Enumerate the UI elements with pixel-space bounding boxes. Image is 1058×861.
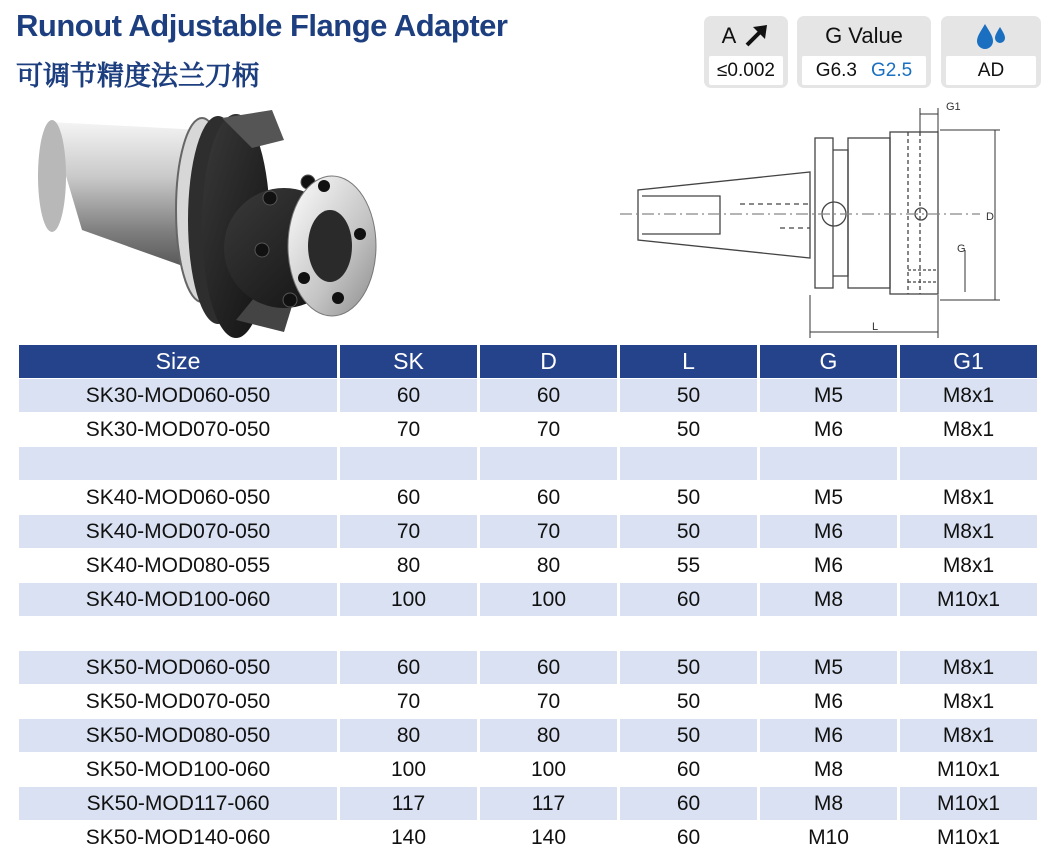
cell-g: M8 <box>760 786 897 820</box>
cell-sk: 100 <box>340 752 477 786</box>
cell-d: 70 <box>480 514 617 548</box>
table-row <box>19 752 1037 786</box>
cell-d: 60 <box>480 378 617 412</box>
table-row <box>19 582 1037 616</box>
cell-size: SK50-MOD070-050 <box>19 684 337 718</box>
drawing-label-g: G <box>957 243 966 255</box>
table-header-row <box>19 345 1037 378</box>
cell-l: 60 <box>620 582 757 616</box>
cell-g1: M8x1 <box>900 412 1037 446</box>
col-header-g1: G1 <box>900 345 1037 378</box>
table-row <box>19 684 1037 718</box>
cell-d: 80 <box>480 718 617 752</box>
table-row <box>19 514 1037 548</box>
cell-d: 60 <box>480 650 617 684</box>
cell-g: M5 <box>760 480 897 514</box>
cell-l: 50 <box>620 412 757 446</box>
cell-g: M6 <box>760 548 897 582</box>
cell-sk: 117 <box>340 786 477 820</box>
cell-l <box>620 616 757 650</box>
g-value-label: G Value <box>825 23 903 48</box>
cell-sk: 80 <box>340 548 477 582</box>
table-row <box>19 412 1037 446</box>
cell-size: SK40-MOD080-055 <box>19 548 337 582</box>
table-row <box>19 548 1037 582</box>
cell-size: SK50-MOD117-060 <box>19 786 337 820</box>
cell-l: 50 <box>620 480 757 514</box>
cell-g: M8 <box>760 752 897 786</box>
cell-size: SK30-MOD060-050 <box>19 378 337 412</box>
cell-sk: 70 <box>340 514 477 548</box>
cell-sk: 140 <box>340 820 477 854</box>
cell-d: 60 <box>480 480 617 514</box>
cell-l: 55 <box>620 548 757 582</box>
cell-d: 80 <box>480 548 617 582</box>
cell-g1: M8x1 <box>900 514 1037 548</box>
cell-d: 100 <box>480 752 617 786</box>
col-header-size: Size <box>19 345 337 378</box>
col-header-d: D <box>480 345 617 378</box>
cell-g <box>760 446 897 480</box>
coolant-value: AD <box>946 56 1036 85</box>
cell-l: 60 <box>620 786 757 820</box>
cell-g: M6 <box>760 412 897 446</box>
runout-label: A <box>721 23 737 48</box>
table-row <box>19 378 1037 412</box>
g-value-values <box>802 56 926 85</box>
cell-g: M6 <box>760 514 897 548</box>
cell-sk: 80 <box>340 718 477 752</box>
cell-sk: 60 <box>340 650 477 684</box>
cell-g: M6 <box>760 684 897 718</box>
table-row <box>19 446 1037 480</box>
g-value-spec-box <box>797 16 931 88</box>
cell-size <box>19 616 337 650</box>
g-value-6-3: G6.3 <box>815 59 857 81</box>
drawing-label-l: L <box>872 321 879 333</box>
cell-g1: M8x1 <box>900 480 1037 514</box>
cell-g: M5 <box>760 378 897 412</box>
cell-g1: M8x1 <box>900 650 1037 684</box>
cell-g1: M10x1 <box>900 820 1037 854</box>
cell-g: M6 <box>760 718 897 752</box>
cell-size: SK30-MOD070-050 <box>19 412 337 446</box>
cell-g1 <box>900 616 1037 650</box>
cell-g1: M8x1 <box>900 684 1037 718</box>
table-row <box>19 480 1037 514</box>
cell-d: 70 <box>480 412 617 446</box>
cell-g1: M8x1 <box>900 718 1037 752</box>
cell-g: M10 <box>760 820 897 854</box>
coolant-drops-icon <box>973 21 1009 51</box>
table-row <box>19 786 1037 820</box>
cell-d <box>480 616 617 650</box>
cell-d: 140 <box>480 820 617 854</box>
cell-g1: M10x1 <box>900 786 1037 820</box>
table-row <box>19 650 1037 684</box>
cell-d: 117 <box>480 786 617 820</box>
cell-sk: 100 <box>340 582 477 616</box>
cell-sk: 70 <box>340 412 477 446</box>
cell-size: SK50-MOD060-050 <box>19 650 337 684</box>
cell-l <box>620 446 757 480</box>
product-photo <box>22 100 384 338</box>
cell-g: M5 <box>760 650 897 684</box>
page-subtitle-chinese: 可调节精度法兰刀柄 <box>16 61 259 92</box>
runout-arrow-icon <box>744 24 770 48</box>
table-row <box>19 718 1037 752</box>
table-row <box>19 616 1037 650</box>
page-title: Runout Adjustable Flange Adapter <box>16 8 508 43</box>
cell-l: 60 <box>620 820 757 854</box>
cell-g1: M10x1 <box>900 582 1037 616</box>
cell-l: 50 <box>620 514 757 548</box>
cell-l: 60 <box>620 752 757 786</box>
g-value-2-5: G2.5 <box>871 59 913 81</box>
cell-l: 50 <box>620 718 757 752</box>
cell-l: 50 <box>620 684 757 718</box>
cell-size: SK50-MOD100-060 <box>19 752 337 786</box>
cell-d <box>480 446 617 480</box>
col-header-g: G <box>760 345 897 378</box>
specifications-table <box>16 345 1040 854</box>
cell-g1: M8x1 <box>900 548 1037 582</box>
cell-sk: 60 <box>340 378 477 412</box>
cell-l: 50 <box>620 378 757 412</box>
col-header-sk: SK <box>340 345 477 378</box>
col-header-l: L <box>620 345 757 378</box>
cell-size: SK50-MOD080-050 <box>19 718 337 752</box>
cell-l: 50 <box>620 650 757 684</box>
cell-d: 100 <box>480 582 617 616</box>
runout-value: ≤0.002 <box>709 56 783 85</box>
cell-g <box>760 616 897 650</box>
cell-sk: 60 <box>340 480 477 514</box>
cell-sk <box>340 616 477 650</box>
cell-sk <box>340 446 477 480</box>
cell-size: SK50-MOD140-060 <box>19 820 337 854</box>
technical-drawing <box>620 100 1010 338</box>
cell-g1 <box>900 446 1037 480</box>
cell-size: SK40-MOD070-050 <box>19 514 337 548</box>
runout-spec-box <box>704 16 788 88</box>
cell-sk: 70 <box>340 684 477 718</box>
cell-d: 70 <box>480 684 617 718</box>
cell-g: M8 <box>760 582 897 616</box>
cell-g1: M8x1 <box>900 378 1037 412</box>
table-row <box>19 820 1037 854</box>
cell-g1: M10x1 <box>900 752 1037 786</box>
cell-size <box>19 446 337 480</box>
coolant-spec-box <box>941 16 1041 88</box>
cell-size: SK40-MOD060-050 <box>19 480 337 514</box>
drawing-label-d: D <box>986 211 994 223</box>
cell-size: SK40-MOD100-060 <box>19 582 337 616</box>
drawing-label-g1: G1 <box>946 101 961 113</box>
